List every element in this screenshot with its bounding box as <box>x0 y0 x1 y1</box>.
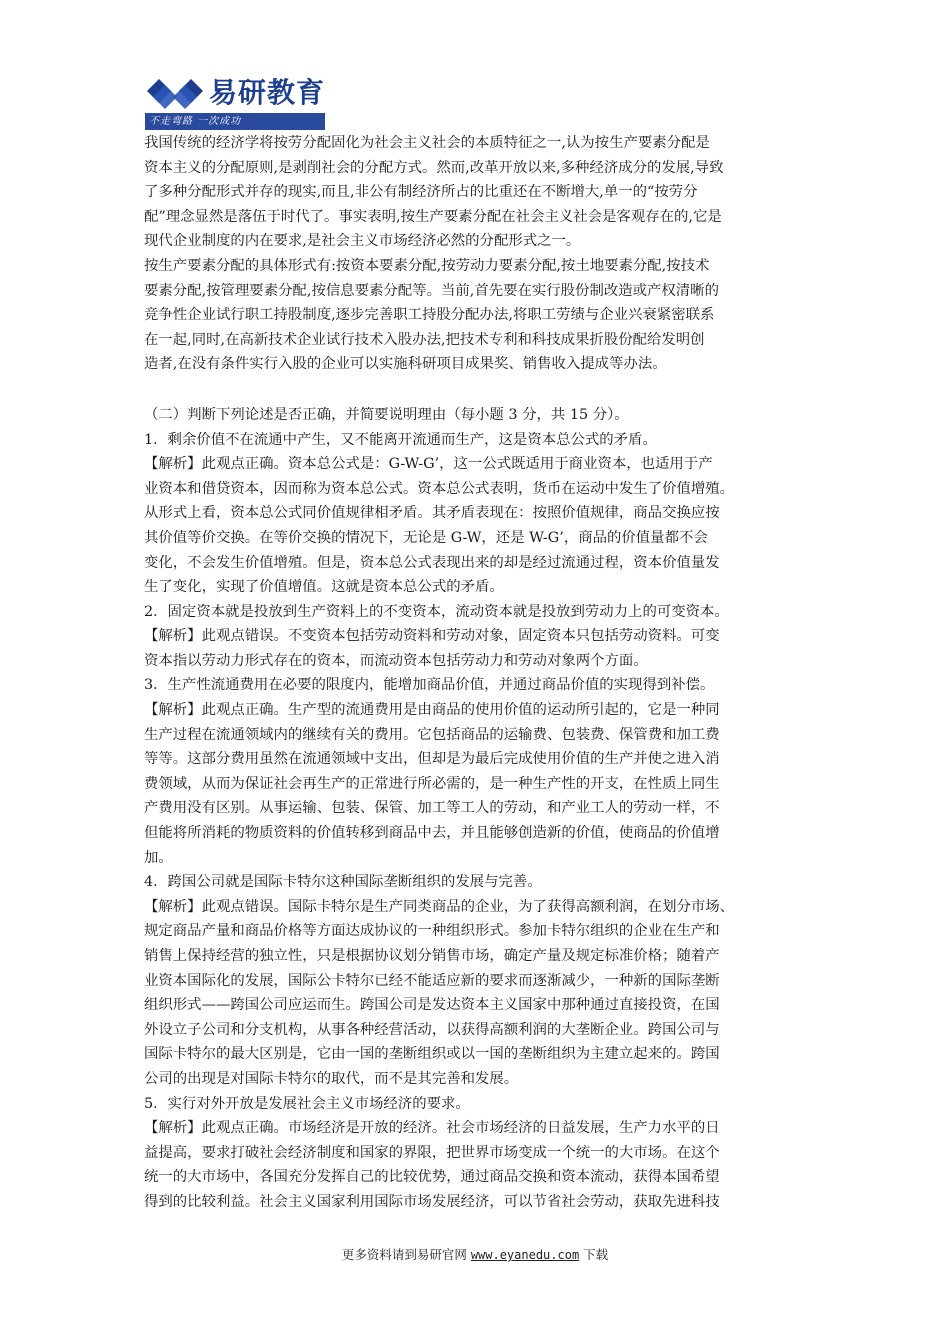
section-judgement-questions <box>144 403 808 1215</box>
text-line: 要素分配,按管理要素分配,按信息要素分配等。当前,首先要在实行股份制改造或产权清晰的 <box>144 282 719 299</box>
text-line: 加。 <box>144 849 173 866</box>
page-footer <box>0 1245 950 1265</box>
text-line: 产费用没有区别。从事运输、包装、保管、加工等工人的劳动，和产业工人的劳动一样，不 <box>144 800 720 817</box>
text-line: 得到的比较利益。社会主义国家利用国际市场发展经济，可以节省社会劳动，获取先进科技 <box>144 1193 720 1210</box>
text-line: 资本指以劳动力形式存在的资本，而流动资本包括劳动力和劳动对象两个方面。 <box>144 652 648 669</box>
text-line: 业资本和借贷资本，因而称为资本总公式。资本总公式表明，货币在运动中发生了价值增殖。 <box>144 480 735 497</box>
text-line: 按生产要素分配的具体形式有:按资本要素分配,按劳动力要素分配,按土地要素分配,按技术 <box>144 257 710 274</box>
text-line: 资本主义的分配原则,是剥削社会的分配方式。然而,改革开放以来,多种经济成分的发展,导致 <box>144 159 724 176</box>
text-line: 1．剩余价值不在流通中产生，又不能离开流通而生产，这是资本总公式的矛盾。 <box>144 431 657 448</box>
text-line: 我国传统的经济学将按劳分配固化为社会主义社会的本质特征之一,认为按生产要素分配是 <box>144 135 710 151</box>
text-line: （二）判断下列论述是否正确，并简要说明理由（每小题 3 分，共 15 分）。 <box>144 406 629 423</box>
text-line: 费领域，从而为保证社会再生产的正常进行所必需的，是一种生产性的开支，在性质上同生 <box>144 775 720 792</box>
text-line: 销售上保持经营的独立性，只是根据协议划分销售市场，确定产量及规定标准价格；随着产 <box>144 948 720 964</box>
text-line: 等等。这部分费用虽然在流通领域中支出，但却是为最后完成使用价值的生产并使之进入消 <box>144 751 720 768</box>
brand-slogan: 不走弯路 一次成功 <box>145 113 325 130</box>
text-line: 【解析】此观点错误。不变资本包括劳动资料和劳动对象，固定资本只包括劳动资料。可变 <box>144 628 720 645</box>
document-body <box>144 131 808 1215</box>
text-line: 4．跨国公司就是国际卡特尔这种国际垄断组织的发展与完善。 <box>144 874 542 891</box>
text-line: 外设立子公司和分支机构，从事各种经营活动，以获得高额利润的大垄断企业。跨国公司与 <box>144 1021 720 1038</box>
brand-name: 易研教育 <box>209 76 326 109</box>
text-line: 国际卡特尔的最大区别是，它由一国的垄断组织或以一国的垄断组织为主建立起来的。跨国 <box>144 1046 720 1063</box>
text-line: 统一的大市场中，各国充分发挥自己的比较优势，通过商品交换和资本流动，获得本国希望 <box>144 1169 720 1186</box>
text-line: 业资本国际化的发展，国际公卡特尔已经不能适应新的要求而逐渐减少，一种新的国际垄断 <box>144 972 720 989</box>
text-line: 生了变化，实现了价值增值。这就是资本总公式的矛盾。 <box>144 579 504 596</box>
text-line: 5．实行对外开放是发展社会主义市场经济的要求。 <box>144 1095 470 1112</box>
text-line: 益提高，要求打破社会经济制度和国家的界限，把世界市场变成一个统一的大市场。在这个 <box>144 1144 720 1161</box>
text-line: 配”理念显然是落伍于时代了。事实表明,按生产要素分配在社会主义社会是客观存在的,它是 <box>144 208 722 225</box>
footer-suffix: 下载 <box>579 1247 609 1262</box>
text-line: 其价值等价交换。在等价交换的情况下，无论是 G-W，还是 W-G’，商品的价值量都不会 <box>144 529 708 546</box>
text-line: 公司的出现是对国际卡特尔的取代，而不是其完善和发展。 <box>144 1070 519 1087</box>
text-line: 了多种分配形式并存的现实,而且,非公有制经济所占的比重还在不断增大,单一的“按劳分 <box>144 184 698 201</box>
text-line: 3．生产性流通费用在必要的限度内，能增加商品价值，并通过商品价值的实现得到补偿。 <box>144 677 715 694</box>
section-distribution-forms <box>144 131 808 377</box>
brand-logo <box>145 73 327 131</box>
text-line: 造者,在没有条件实行入股的企业可以实施科研项目成果奖、销售收入提成等办法。 <box>144 356 667 373</box>
text-line: 变化，不会发生价值增殖。但是，资本总公式表现出来的却是经过流通过程，资本价值量发 <box>144 554 720 571</box>
text-line: 但能将所消耗的物质资料的价值转移到商品中去，并且能够创造新的价值，使商品的价值增 <box>144 825 720 842</box>
text-line: 组织形式——跨国公司应运而生。跨国公司是发达资本主义国家中那种通过直接投资，在国 <box>144 997 720 1014</box>
text-line: 【解析】此观点错误。国际卡特尔是生产同类商品的企业，为了获得高额利润，在划分市场、 <box>144 898 735 915</box>
footer-url-link[interactable]: www.eyanedu.com <box>470 1248 580 1262</box>
text-line: 在一起,同时,在高新技术企业试行技术入股办法,把技术专利和科技成果折股份配给发明创 <box>144 331 705 348</box>
text-line: 现代企业制度的内在要求,是社会主义市场经济必然的分配形式之一。 <box>144 233 581 250</box>
text-line: 生产过程在流通领域内的继续有关的费用。它包括商品的运输费、包装费、保管费和加工费 <box>144 726 720 743</box>
text-line: 2．固定资本就是投放到生产资料上的不变资本，流动资本就是投放到劳动力上的可变资本。 <box>144 603 729 620</box>
text-line: 竞争性企业试行职工持股制度,逐步完善职工持股分配办法,将职工劳绩与企业兴衰紧密联系 <box>144 307 715 324</box>
footer-prefix: 更多资料请到易研官网 <box>341 1247 471 1262</box>
text-line: 从形式上看，资本总公式同价值规律相矛盾。其矛盾表现在：按照价值规律，商品交换应按 <box>144 505 720 522</box>
text-line: 规定商品产量和商品价格等方面达成协议的一种组织形式。参加卡特尔组织的企业在生产和 <box>144 923 720 940</box>
section-gap <box>144 377 808 403</box>
text-line: 【解析】此观点正确。生产型的流通费用是由商品的使用价值的运动所引起的，它是一种同 <box>144 702 720 719</box>
text-line: 【解析】此观点正确。市场经济是开放的经济。社会市场经济的日益发展，生产力水平的日 <box>144 1120 720 1137</box>
text-line: 【解析】此观点正确。资本总公式是：G-W-G’，这一公式既适用于商业资本，也适用于产 <box>144 456 713 473</box>
logo-mark-icon <box>145 75 211 115</box>
